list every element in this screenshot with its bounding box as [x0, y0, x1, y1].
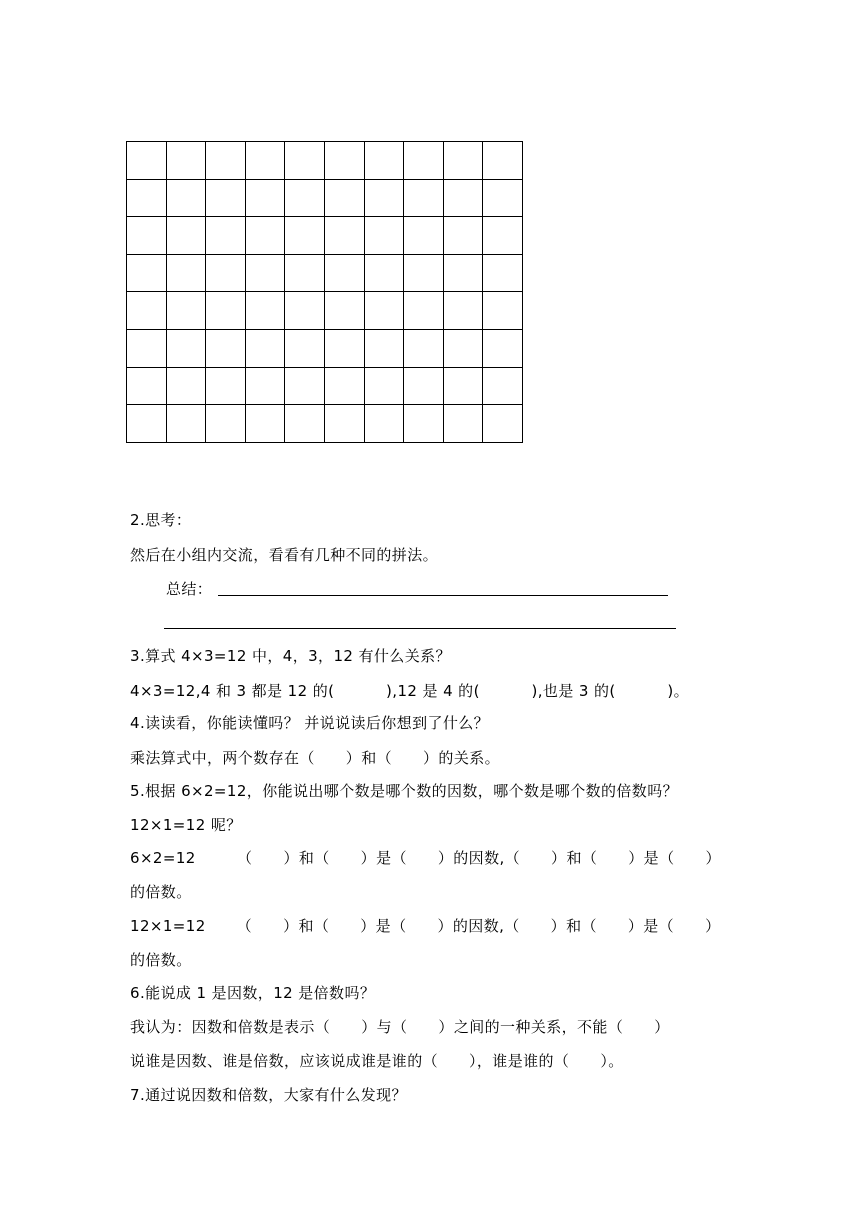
grid-cell	[444, 217, 484, 255]
grid-cell	[483, 142, 523, 180]
question-5-equation-2: 12×1=12 （ ）和（ ）是（ ）的因数,（ ）和（ ）是（ ）	[130, 917, 721, 935]
grid-cell	[206, 217, 246, 255]
grid-cell	[167, 330, 207, 368]
grid-cell	[246, 180, 286, 218]
grid-cell	[206, 330, 246, 368]
grid-cell	[285, 292, 325, 330]
grid-cell	[246, 255, 286, 293]
grid-cell	[127, 217, 167, 255]
grid-cell	[325, 255, 365, 293]
grid-cell	[404, 217, 444, 255]
grid-cell	[483, 405, 523, 443]
grid-cell	[127, 368, 167, 406]
grid-cell	[404, 142, 444, 180]
grid-cell	[246, 405, 286, 443]
grid-cell	[127, 180, 167, 218]
grid-cell	[127, 330, 167, 368]
question-3-text: 4×3=12,4 和 3 都是 12 的( ),12 是 4 的( ),也是 3 的( )。	[130, 682, 689, 700]
grid-cell	[444, 142, 484, 180]
grid-cell	[365, 368, 405, 406]
grid-cell	[206, 292, 246, 330]
grid-cell	[404, 180, 444, 218]
grid-cell	[285, 255, 325, 293]
grid-cell	[365, 330, 405, 368]
grid-cell	[206, 368, 246, 406]
question-5-equation-1-cont: 的倍数。	[130, 883, 192, 901]
question-2-text: 然后在小组内交流，看看有几种不同的拼法。	[130, 546, 439, 564]
grid-cell	[325, 330, 365, 368]
grid-cell	[206, 180, 246, 218]
grid-cell	[285, 405, 325, 443]
grid-cell	[483, 255, 523, 293]
grid-cell	[404, 255, 444, 293]
grid-cell	[483, 330, 523, 368]
grid-cell	[444, 180, 484, 218]
grid-cell	[325, 292, 365, 330]
grid-cell	[206, 255, 246, 293]
question-4-text: 乘法算式中，两个数存在（ ）和（ ）的关系。	[130, 749, 501, 767]
grid-cell	[127, 405, 167, 443]
question-6-text-1: 我认为：因数和倍数是表示（ ）与（ ）之间的一种关系，不能（ ）	[130, 1018, 670, 1036]
grid-cell	[167, 368, 207, 406]
grid-cell	[127, 255, 167, 293]
question-5-title: 5.根据 6×2=12，你能说出哪个数是哪个数的因数，哪个数是哪个数的倍数吗？	[130, 782, 678, 800]
grid-cell	[325, 368, 365, 406]
grid-cell	[246, 330, 286, 368]
grid-cell	[167, 292, 207, 330]
grid-cell	[325, 142, 365, 180]
question-7-title: 7.通过说因数和倍数，大家有什么发现？	[130, 1086, 407, 1104]
grid-cell	[483, 368, 523, 406]
question-3-title: 3.算式 4×3=12 中，4，3，12 有什么关系？	[130, 647, 451, 665]
square-grid	[126, 141, 523, 443]
question-6-title: 6.能说成 1 是因数，12 是倍数吗？	[130, 984, 376, 1002]
grid-cell	[483, 180, 523, 218]
grid-cell	[127, 292, 167, 330]
grid-cell	[206, 142, 246, 180]
question-5-sub: 12×1=12 呢？	[130, 816, 242, 834]
grid-cell	[404, 292, 444, 330]
grid-cell	[246, 292, 286, 330]
summary-answer-line-1[interactable]	[218, 595, 668, 596]
grid-cell	[444, 330, 484, 368]
grid-cell	[246, 368, 286, 406]
grid-cell	[285, 180, 325, 218]
grid-cell	[444, 405, 484, 443]
grid-cell	[365, 292, 405, 330]
grid-cell	[325, 217, 365, 255]
question-6-text-2: 说谁是因数、谁是倍数，应该说成谁是谁的（ ），谁是谁的（ ）。	[130, 1052, 624, 1070]
summary-answer-line-2[interactable]	[164, 628, 676, 629]
grid-cell	[167, 217, 207, 255]
grid-cell	[285, 217, 325, 255]
grid-cell	[206, 405, 246, 443]
grid-cell	[325, 405, 365, 443]
grid-cell	[483, 292, 523, 330]
grid-cell	[365, 405, 405, 443]
grid-cell	[444, 255, 484, 293]
grid-cell	[246, 217, 286, 255]
grid-cell	[167, 405, 207, 443]
grid-cell	[285, 368, 325, 406]
grid-cell	[325, 180, 365, 218]
grid-cell	[285, 330, 325, 368]
question-5-equation-1: 6×2=12 （ ）和（ ）是（ ）的因数,（ ）和（ ）是（ ）	[130, 849, 721, 867]
grid-cell	[365, 255, 405, 293]
grid-cell	[404, 330, 444, 368]
grid-cell	[404, 405, 444, 443]
grid-cell	[246, 142, 286, 180]
grid-cell	[365, 180, 405, 218]
grid-cell	[444, 292, 484, 330]
question-5-equation-2-cont: 的倍数。	[130, 951, 192, 969]
grid-cell	[127, 142, 167, 180]
grid-cell	[285, 142, 325, 180]
grid-cell	[167, 255, 207, 293]
grid-cell	[365, 142, 405, 180]
grid-cell	[483, 217, 523, 255]
grid-cell	[365, 217, 405, 255]
summary-label: 总结：	[166, 580, 213, 598]
grid-cell	[404, 368, 444, 406]
grid-cell	[167, 180, 207, 218]
question-4-title: 4.读读看，你能读懂吗？ 并说说读后你想到了什么？	[130, 714, 490, 732]
grid-cell	[444, 368, 484, 406]
question-2-title: 2.思考：	[130, 511, 192, 529]
grid-cell	[167, 142, 207, 180]
